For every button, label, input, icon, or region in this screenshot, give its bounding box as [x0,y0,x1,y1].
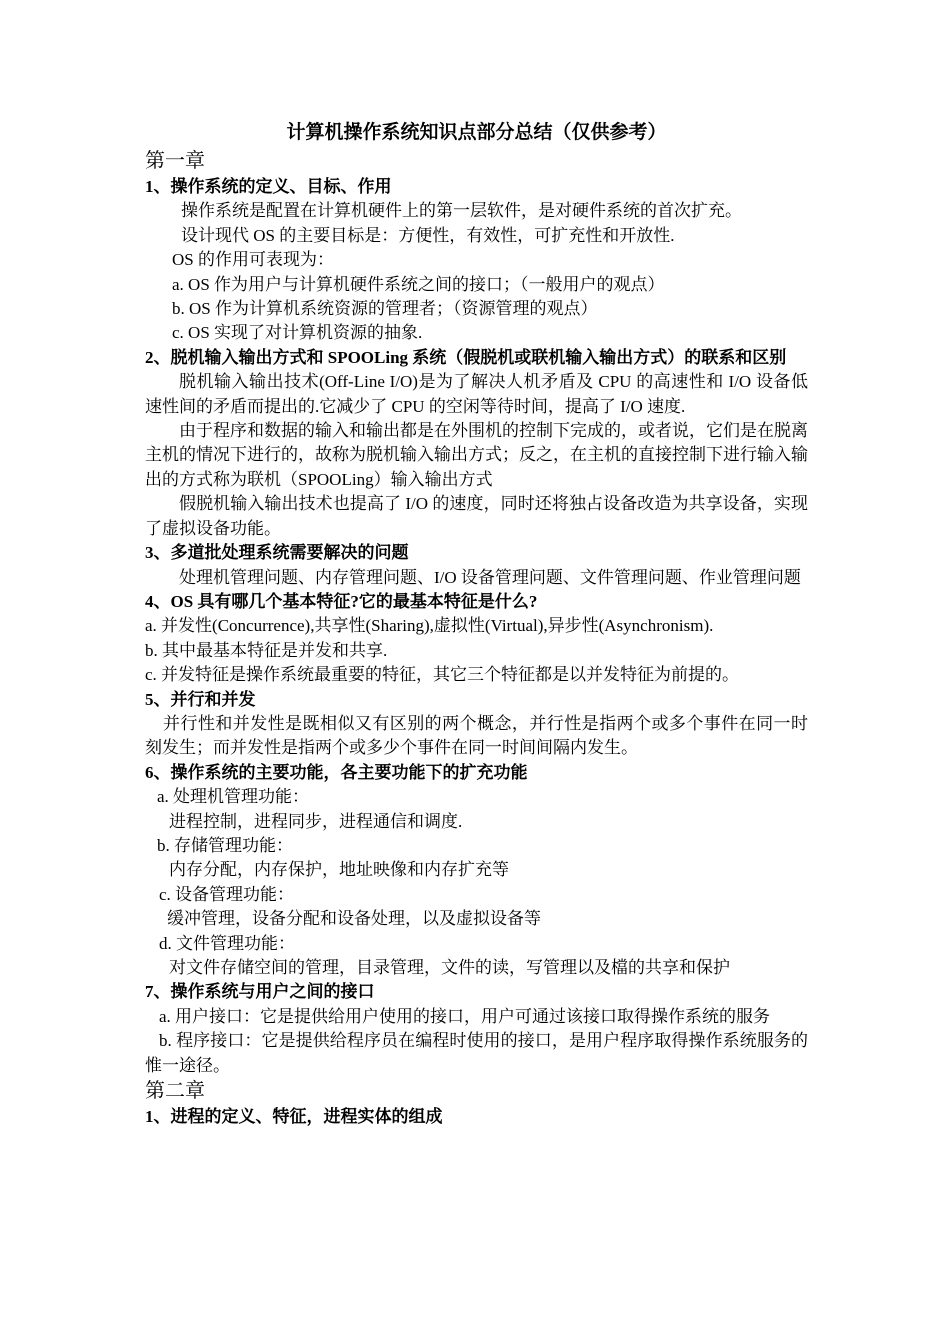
list-item: b. 其中最基本特征是并发和共享. [145,640,388,660]
section-heading: 4、OS 具有哪几个基本特征?它的最基本特征是什么? [145,591,538,611]
document-title: 计算机操作系统知识点部分总结（仅供参考） [286,122,667,143]
list-item: b. 存储管理功能： [157,835,293,855]
paragraph: 处理机管理问题、内存管理问题、I/O 设备管理问题、文件管理问题、作业管理问题 [179,567,801,587]
paragraph: 脱机输入输出技术(Off-Line I/O)是为了解决人机矛盾及 CPU 的高速性和 I/O 设备低速性间的矛盾而提出的.它减少了 CPU 的空闲等待时间，提高了 I/O 速度. [145,372,808,416]
paragraph: 设计现代 OS 的主要目标是：方便性，有效性，可扩充性和开放性. [181,225,675,245]
section-heading: 2、脱机输入输出方式和 SPOOLing 系统（假脱机或联机输入输出方式）的联系和区别 [145,347,787,367]
list-item-detail: 进程控制，进程同步，进程通信和调度. [169,811,463,831]
paragraph: 由于程序和数据的输入和输出都是在外围机的控制下完成的，或者说，它们是在脱离主机的情况下进行的，故称为脱机输入输出方式；反之，在主机的直接控制下进行输入输出的方式称为联机（SPOOLing）输入输出方式 [145,421,808,489]
list-item-detail: 缓冲管理，设备分配和设备处理，以及虚拟设备等 [167,909,541,929]
section-heading: 1、进程的定义、特征，进程实体的组成 [145,1107,443,1127]
document-page [145,118,808,1129]
list-item: b. OS 作为计算机系统资源的管理者；（资源管理的观点） [172,299,598,319]
list-item: b. 程序接口：它是提供给程序员在编程时使用的接口，是用户程序取得操作系统服务的惟一途径。 [145,1031,808,1075]
section-heading: 7、操作系统与用户之间的接口 [145,982,375,1002]
section-heading: 6、操作系统的主要功能，各主要功能下的扩充功能 [145,762,528,782]
list-item: a. 并发性(Concurrence),共享性(Sharing),虚拟性(Virtual),异步性(Asynchronism). [145,616,714,636]
paragraph: 并行性和并发性是既相似又有区别的两个概念，并行性是指两个或多个事件在同一时刻发生；而并发性是指两个或多少个事件在同一时间间隔内发生。 [145,713,808,758]
list-item: c. 并发特征是操作系统最重要的特征，其它三个特征都是以并发特征为前提的。 [145,665,740,685]
list-item: c. 设备管理功能： [159,884,295,904]
paragraph: OS 的作用可表现为： [172,250,334,270]
list-item: d. 文件管理功能： [159,933,295,953]
list-item: a. 处理机管理功能： [157,787,310,807]
list-item-detail: 对文件存储空间的管理，目录管理，文件的读，写管理以及檔的共享和保护 [169,958,730,977]
list-item: a. 用户接口：它是提供给用户使用的接口，用户可通过该接口取得操作系统的服务 [159,1006,771,1026]
chapter-1-heading: 第一章 [145,150,205,172]
list-item: c. OS 实现了对计算机资源的抽象. [172,323,423,343]
list-item: a. OS 作为用户与计算机硬件系统之间的接口；（一般用户的观点） [172,274,665,294]
section-heading: 3、多道批处理系统需要解决的问题 [145,543,409,563]
paragraph: 操作系统是配置在计算机硬件上的第一层软件，是对硬件系统的首次扩充。 [181,201,742,221]
chapter-2-heading: 第二章 [145,1080,205,1103]
section-heading: 1、操作系统的定义、目标、作用 [145,177,392,196]
section-heading: 5、并行和并发 [145,689,256,709]
list-item-detail: 内存分配，内存保护，地址映像和内存扩充等 [169,860,509,880]
paragraph: 假脱机输入输出技术也提高了 I/O 的速度，同时还将独占设备改造为共享设备，实现了虚拟设备功能。 [145,494,808,538]
